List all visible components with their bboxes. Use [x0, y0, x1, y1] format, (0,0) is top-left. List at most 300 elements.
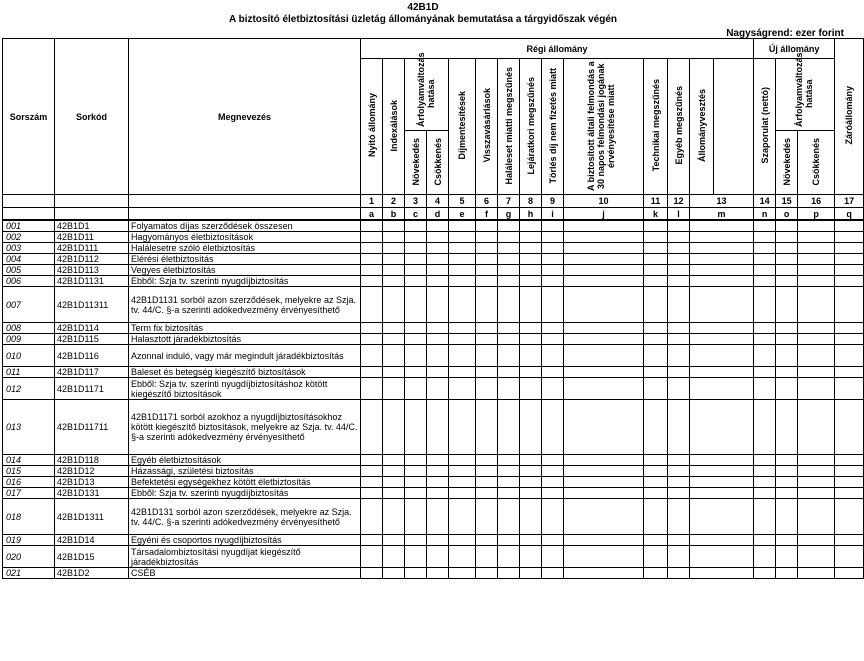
- data-cell[interactable]: [542, 455, 564, 466]
- data-cell[interactable]: [476, 254, 498, 265]
- data-cell[interactable]: [449, 477, 476, 488]
- data-cell[interactable]: [542, 243, 564, 254]
- data-cell[interactable]: [776, 323, 798, 334]
- data-cell[interactable]: [498, 488, 520, 499]
- data-cell[interactable]: [449, 323, 476, 334]
- data-cell[interactable]: [476, 568, 498, 579]
- data-cell[interactable]: [520, 378, 542, 400]
- data-cell[interactable]: [361, 345, 383, 367]
- data-cell[interactable]: [564, 287, 644, 323]
- data-cell[interactable]: [542, 546, 564, 568]
- data-cell[interactable]: [520, 265, 542, 276]
- data-cell[interactable]: [427, 499, 449, 535]
- data-cell[interactable]: [835, 488, 864, 499]
- data-cell[interactable]: [427, 477, 449, 488]
- data-cell[interactable]: [405, 488, 427, 499]
- data-cell[interactable]: [476, 265, 498, 276]
- data-cell[interactable]: [542, 378, 564, 400]
- data-cell[interactable]: [520, 466, 542, 477]
- data-cell[interactable]: [690, 535, 754, 546]
- data-cell[interactable]: [383, 243, 405, 254]
- data-cell[interactable]: [644, 546, 668, 568]
- data-cell[interactable]: [520, 243, 542, 254]
- data-cell[interactable]: [798, 334, 835, 345]
- data-cell[interactable]: [542, 400, 564, 455]
- data-cell[interactable]: [644, 400, 668, 455]
- data-cell[interactable]: [405, 276, 427, 287]
- data-cell[interactable]: [361, 400, 383, 455]
- data-cell[interactable]: [776, 243, 798, 254]
- data-cell[interactable]: [476, 367, 498, 378]
- data-cell[interactable]: [520, 254, 542, 265]
- data-cell[interactable]: [498, 367, 520, 378]
- data-cell[interactable]: [754, 323, 776, 334]
- data-cell[interactable]: [644, 455, 668, 466]
- data-cell[interactable]: [564, 499, 644, 535]
- data-cell[interactable]: [427, 254, 449, 265]
- data-cell[interactable]: [476, 345, 498, 367]
- data-cell[interactable]: [776, 232, 798, 243]
- data-cell[interactable]: [405, 254, 427, 265]
- data-cell[interactable]: [383, 535, 405, 546]
- data-cell[interactable]: [668, 546, 690, 568]
- data-cell[interactable]: [361, 546, 383, 568]
- data-cell[interactable]: [754, 477, 776, 488]
- data-cell[interactable]: [754, 378, 776, 400]
- data-cell[interactable]: [668, 254, 690, 265]
- data-cell[interactable]: [644, 499, 668, 535]
- data-cell[interactable]: [776, 287, 798, 323]
- data-cell[interactable]: [690, 400, 754, 455]
- data-cell[interactable]: [564, 345, 644, 367]
- data-cell[interactable]: [476, 323, 498, 334]
- data-cell[interactable]: [542, 345, 564, 367]
- data-cell[interactable]: [405, 243, 427, 254]
- data-cell[interactable]: [798, 276, 835, 287]
- data-cell[interactable]: [798, 455, 835, 466]
- data-cell[interactable]: [383, 334, 405, 345]
- data-cell[interactable]: [776, 477, 798, 488]
- data-cell[interactable]: [776, 400, 798, 455]
- data-cell[interactable]: [520, 232, 542, 243]
- data-cell[interactable]: [542, 287, 564, 323]
- data-cell[interactable]: [476, 488, 498, 499]
- data-cell[interactable]: [427, 400, 449, 455]
- data-cell[interactable]: [690, 232, 754, 243]
- data-cell[interactable]: [427, 345, 449, 367]
- data-cell[interactable]: [427, 546, 449, 568]
- data-cell[interactable]: [383, 345, 405, 367]
- data-cell[interactable]: [427, 488, 449, 499]
- data-cell[interactable]: [690, 276, 754, 287]
- data-cell[interactable]: [498, 378, 520, 400]
- data-cell[interactable]: [835, 378, 864, 400]
- data-cell[interactable]: [520, 477, 542, 488]
- data-cell[interactable]: [542, 568, 564, 579]
- data-cell[interactable]: [405, 477, 427, 488]
- data-cell[interactable]: [449, 254, 476, 265]
- data-cell[interactable]: [754, 334, 776, 345]
- data-cell[interactable]: [776, 546, 798, 568]
- data-cell[interactable]: [644, 254, 668, 265]
- data-cell[interactable]: [449, 276, 476, 287]
- data-cell[interactable]: [542, 323, 564, 334]
- data-cell[interactable]: [668, 265, 690, 276]
- data-cell[interactable]: [476, 546, 498, 568]
- data-cell[interactable]: [564, 568, 644, 579]
- data-cell[interactable]: [361, 220, 383, 232]
- data-cell[interactable]: [668, 287, 690, 323]
- data-cell[interactable]: [776, 568, 798, 579]
- data-cell[interactable]: [361, 568, 383, 579]
- data-cell[interactable]: [405, 378, 427, 400]
- data-cell[interactable]: [498, 232, 520, 243]
- data-cell[interactable]: [449, 265, 476, 276]
- data-cell[interactable]: [427, 535, 449, 546]
- data-cell[interactable]: [835, 345, 864, 367]
- data-cell[interactable]: [835, 276, 864, 287]
- data-cell[interactable]: [449, 466, 476, 477]
- data-cell[interactable]: [427, 232, 449, 243]
- data-cell[interactable]: [383, 287, 405, 323]
- data-cell[interactable]: [427, 265, 449, 276]
- data-cell[interactable]: [427, 378, 449, 400]
- data-cell[interactable]: [427, 220, 449, 232]
- data-cell[interactable]: [835, 265, 864, 276]
- data-cell[interactable]: [542, 535, 564, 546]
- data-cell[interactable]: [520, 323, 542, 334]
- data-cell[interactable]: [383, 455, 405, 466]
- data-cell[interactable]: [754, 287, 776, 323]
- data-cell[interactable]: [564, 232, 644, 243]
- data-cell[interactable]: [668, 323, 690, 334]
- data-cell[interactable]: [520, 345, 542, 367]
- data-cell[interactable]: [520, 276, 542, 287]
- data-cell[interactable]: [498, 466, 520, 477]
- data-cell[interactable]: [449, 345, 476, 367]
- data-cell[interactable]: [449, 568, 476, 579]
- data-cell[interactable]: [542, 488, 564, 499]
- data-cell[interactable]: [542, 466, 564, 477]
- data-cell[interactable]: [798, 400, 835, 455]
- data-cell[interactable]: [668, 345, 690, 367]
- data-cell[interactable]: [564, 265, 644, 276]
- data-cell[interactable]: [754, 400, 776, 455]
- data-cell[interactable]: [476, 455, 498, 466]
- data-cell[interactable]: [644, 488, 668, 499]
- data-cell[interactable]: [798, 323, 835, 334]
- data-cell[interactable]: [476, 334, 498, 345]
- data-cell[interactable]: [835, 466, 864, 477]
- data-cell[interactable]: [668, 378, 690, 400]
- data-cell[interactable]: [835, 323, 864, 334]
- data-cell[interactable]: [776, 466, 798, 477]
- data-cell[interactable]: [361, 535, 383, 546]
- data-cell[interactable]: [668, 488, 690, 499]
- data-cell[interactable]: [449, 546, 476, 568]
- data-cell[interactable]: [798, 220, 835, 232]
- data-cell[interactable]: [449, 455, 476, 466]
- data-cell[interactable]: [835, 367, 864, 378]
- data-cell[interactable]: [776, 367, 798, 378]
- data-cell[interactable]: [498, 455, 520, 466]
- data-cell[interactable]: [754, 243, 776, 254]
- data-cell[interactable]: [498, 400, 520, 455]
- data-cell[interactable]: [564, 367, 644, 378]
- data-cell[interactable]: [449, 488, 476, 499]
- data-cell[interactable]: [564, 535, 644, 546]
- data-cell[interactable]: [542, 477, 564, 488]
- data-cell[interactable]: [476, 499, 498, 535]
- data-cell[interactable]: [835, 477, 864, 488]
- data-cell[interactable]: [498, 535, 520, 546]
- data-cell[interactable]: [798, 367, 835, 378]
- data-cell[interactable]: [668, 499, 690, 535]
- data-cell[interactable]: [835, 287, 864, 323]
- data-cell[interactable]: [476, 243, 498, 254]
- data-cell[interactable]: [449, 287, 476, 323]
- data-cell[interactable]: [798, 232, 835, 243]
- data-cell[interactable]: [520, 546, 542, 568]
- data-cell[interactable]: [644, 232, 668, 243]
- data-cell[interactable]: [754, 265, 776, 276]
- data-cell[interactable]: [644, 334, 668, 345]
- data-cell[interactable]: [361, 334, 383, 345]
- data-cell[interactable]: [564, 276, 644, 287]
- data-cell[interactable]: [361, 276, 383, 287]
- data-cell[interactable]: [644, 276, 668, 287]
- data-cell[interactable]: [644, 220, 668, 232]
- data-cell[interactable]: [668, 367, 690, 378]
- data-cell[interactable]: [405, 220, 427, 232]
- data-cell[interactable]: [754, 568, 776, 579]
- data-cell[interactable]: [405, 323, 427, 334]
- data-cell[interactable]: [498, 345, 520, 367]
- data-cell[interactable]: [690, 546, 754, 568]
- data-cell[interactable]: [798, 546, 835, 568]
- data-cell[interactable]: [754, 254, 776, 265]
- data-cell[interactable]: [668, 466, 690, 477]
- data-cell[interactable]: [644, 568, 668, 579]
- data-cell[interactable]: [690, 488, 754, 499]
- data-cell[interactable]: [668, 276, 690, 287]
- data-cell[interactable]: [668, 220, 690, 232]
- data-cell[interactable]: [405, 455, 427, 466]
- data-cell[interactable]: [542, 499, 564, 535]
- data-cell[interactable]: [776, 455, 798, 466]
- data-cell[interactable]: [405, 265, 427, 276]
- data-cell[interactable]: [798, 378, 835, 400]
- data-cell[interactable]: [449, 334, 476, 345]
- data-cell[interactable]: [427, 568, 449, 579]
- data-cell[interactable]: [690, 323, 754, 334]
- data-cell[interactable]: [754, 499, 776, 535]
- data-cell[interactable]: [449, 232, 476, 243]
- data-cell[interactable]: [690, 367, 754, 378]
- data-cell[interactable]: [383, 466, 405, 477]
- data-cell[interactable]: [427, 276, 449, 287]
- data-cell[interactable]: [776, 276, 798, 287]
- data-cell[interactable]: [668, 232, 690, 243]
- data-cell[interactable]: [383, 232, 405, 243]
- data-cell[interactable]: [798, 243, 835, 254]
- data-cell[interactable]: [449, 378, 476, 400]
- data-cell[interactable]: [361, 287, 383, 323]
- data-cell[interactable]: [520, 367, 542, 378]
- data-cell[interactable]: [754, 535, 776, 546]
- data-cell[interactable]: [564, 466, 644, 477]
- data-cell[interactable]: [835, 455, 864, 466]
- data-cell[interactable]: [644, 323, 668, 334]
- data-cell[interactable]: [405, 345, 427, 367]
- data-cell[interactable]: [754, 367, 776, 378]
- data-cell[interactable]: [520, 334, 542, 345]
- data-cell[interactable]: [449, 400, 476, 455]
- data-cell[interactable]: [798, 477, 835, 488]
- data-cell[interactable]: [520, 488, 542, 499]
- data-cell[interactable]: [498, 546, 520, 568]
- data-cell[interactable]: [476, 232, 498, 243]
- data-cell[interactable]: [690, 568, 754, 579]
- data-cell[interactable]: [798, 568, 835, 579]
- data-cell[interactable]: [754, 546, 776, 568]
- data-cell[interactable]: [644, 466, 668, 477]
- data-cell[interactable]: [835, 254, 864, 265]
- data-cell[interactable]: [427, 243, 449, 254]
- data-cell[interactable]: [564, 254, 644, 265]
- data-cell[interactable]: [498, 243, 520, 254]
- data-cell[interactable]: [498, 220, 520, 232]
- data-cell[interactable]: [498, 287, 520, 323]
- data-cell[interactable]: [564, 220, 644, 232]
- data-cell[interactable]: [564, 477, 644, 488]
- data-cell[interactable]: [520, 535, 542, 546]
- data-cell[interactable]: [520, 455, 542, 466]
- data-cell[interactable]: [668, 535, 690, 546]
- data-cell[interactable]: [798, 287, 835, 323]
- data-cell[interactable]: [498, 276, 520, 287]
- data-cell[interactable]: [644, 265, 668, 276]
- data-cell[interactable]: [564, 323, 644, 334]
- data-cell[interactable]: [690, 265, 754, 276]
- data-cell[interactable]: [798, 345, 835, 367]
- data-cell[interactable]: [776, 345, 798, 367]
- data-cell[interactable]: [754, 488, 776, 499]
- data-cell[interactable]: [690, 243, 754, 254]
- data-cell[interactable]: [798, 466, 835, 477]
- data-cell[interactable]: [498, 254, 520, 265]
- data-cell[interactable]: [668, 334, 690, 345]
- data-cell[interactable]: [542, 220, 564, 232]
- data-cell[interactable]: [498, 265, 520, 276]
- data-cell[interactable]: [798, 488, 835, 499]
- data-cell[interactable]: [644, 287, 668, 323]
- data-cell[interactable]: [383, 546, 405, 568]
- data-cell[interactable]: [668, 568, 690, 579]
- data-cell[interactable]: [690, 334, 754, 345]
- data-cell[interactable]: [498, 334, 520, 345]
- data-cell[interactable]: [383, 568, 405, 579]
- data-cell[interactable]: [361, 367, 383, 378]
- data-cell[interactable]: [427, 287, 449, 323]
- data-cell[interactable]: [835, 535, 864, 546]
- data-cell[interactable]: [835, 334, 864, 345]
- data-cell[interactable]: [383, 499, 405, 535]
- data-cell[interactable]: [405, 466, 427, 477]
- data-cell[interactable]: [798, 499, 835, 535]
- data-cell[interactable]: [668, 400, 690, 455]
- data-cell[interactable]: [542, 232, 564, 243]
- data-cell[interactable]: [776, 378, 798, 400]
- data-cell[interactable]: [835, 499, 864, 535]
- data-cell[interactable]: [476, 477, 498, 488]
- data-cell[interactable]: [520, 400, 542, 455]
- data-cell[interactable]: [476, 535, 498, 546]
- data-cell[interactable]: [476, 400, 498, 455]
- data-cell[interactable]: [798, 254, 835, 265]
- data-cell[interactable]: [835, 400, 864, 455]
- data-cell[interactable]: [361, 232, 383, 243]
- data-cell[interactable]: [427, 334, 449, 345]
- data-cell[interactable]: [405, 546, 427, 568]
- data-cell[interactable]: [776, 334, 798, 345]
- data-cell[interactable]: [383, 477, 405, 488]
- data-cell[interactable]: [383, 367, 405, 378]
- data-cell[interactable]: [644, 535, 668, 546]
- data-cell[interactable]: [476, 220, 498, 232]
- data-cell[interactable]: [776, 499, 798, 535]
- data-cell[interactable]: [361, 378, 383, 400]
- data-cell[interactable]: [776, 535, 798, 546]
- data-cell[interactable]: [754, 345, 776, 367]
- data-cell[interactable]: [405, 400, 427, 455]
- data-cell[interactable]: [405, 568, 427, 579]
- data-cell[interactable]: [690, 220, 754, 232]
- data-cell[interactable]: [776, 220, 798, 232]
- data-cell[interactable]: [361, 499, 383, 535]
- data-cell[interactable]: [427, 455, 449, 466]
- data-cell[interactable]: [644, 345, 668, 367]
- data-cell[interactable]: [542, 367, 564, 378]
- data-cell[interactable]: [798, 265, 835, 276]
- data-cell[interactable]: [405, 499, 427, 535]
- data-cell[interactable]: [754, 466, 776, 477]
- data-cell[interactable]: [405, 367, 427, 378]
- data-cell[interactable]: [476, 378, 498, 400]
- data-cell[interactable]: [383, 400, 405, 455]
- data-cell[interactable]: [498, 323, 520, 334]
- data-cell[interactable]: [542, 254, 564, 265]
- data-cell[interactable]: [690, 499, 754, 535]
- data-cell[interactable]: [690, 287, 754, 323]
- data-cell[interactable]: [361, 455, 383, 466]
- data-cell[interactable]: [690, 466, 754, 477]
- data-cell[interactable]: [564, 546, 644, 568]
- data-cell[interactable]: [520, 499, 542, 535]
- data-cell[interactable]: [361, 243, 383, 254]
- data-cell[interactable]: [498, 499, 520, 535]
- data-cell[interactable]: [383, 220, 405, 232]
- data-cell[interactable]: [383, 265, 405, 276]
- data-cell[interactable]: [690, 345, 754, 367]
- data-cell[interactable]: [835, 220, 864, 232]
- data-cell[interactable]: [405, 334, 427, 345]
- data-cell[interactable]: [754, 220, 776, 232]
- data-cell[interactable]: [835, 232, 864, 243]
- data-cell[interactable]: [644, 378, 668, 400]
- data-cell[interactable]: [668, 243, 690, 254]
- data-cell[interactable]: [564, 378, 644, 400]
